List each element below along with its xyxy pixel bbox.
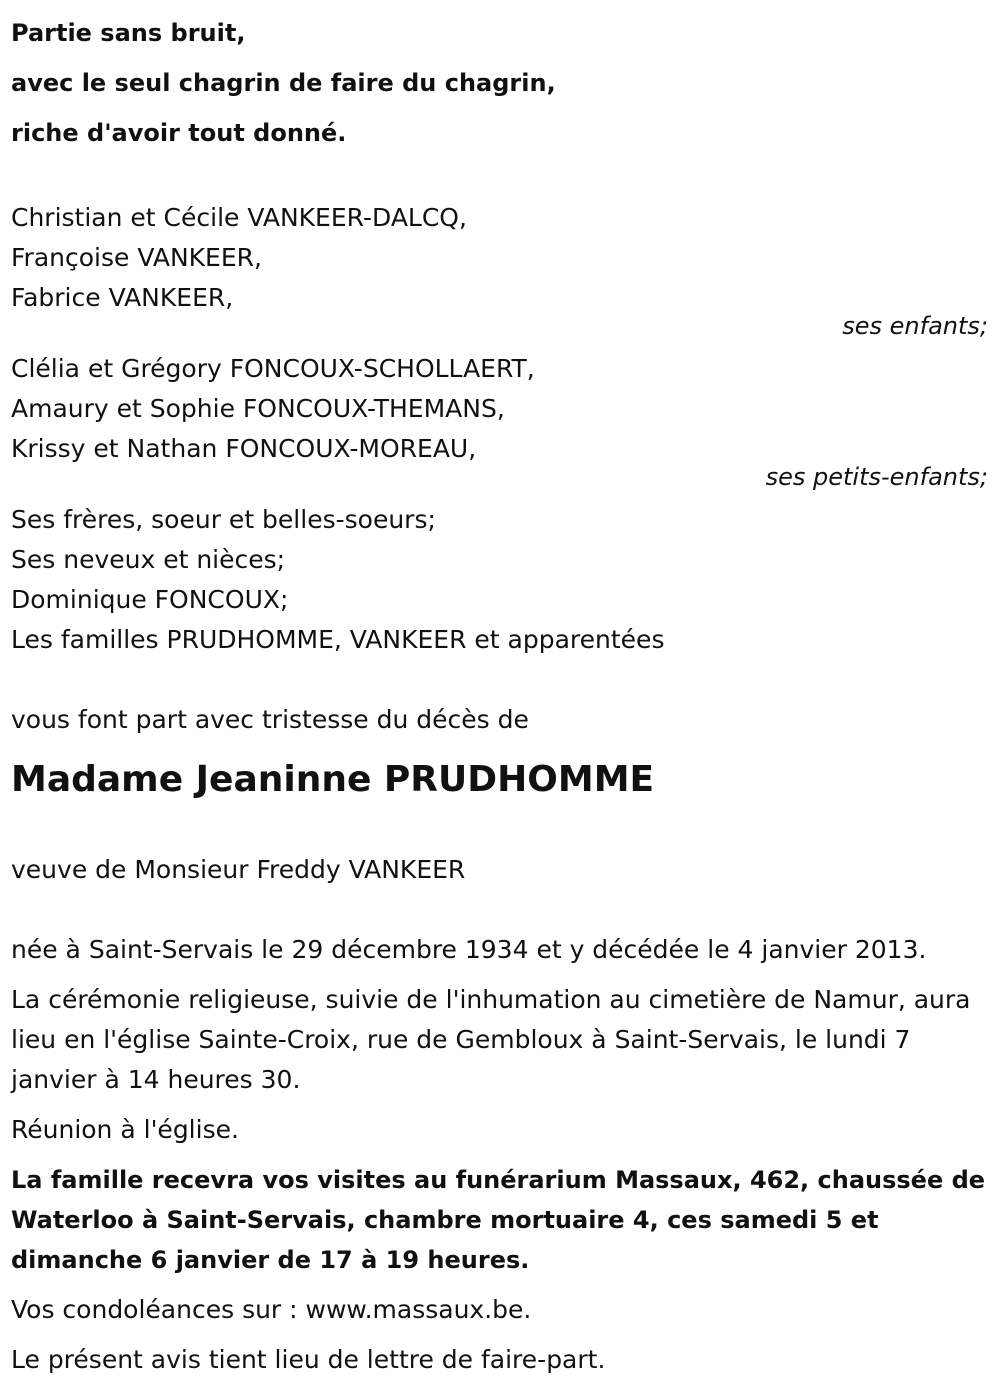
relative-line: Dominique FONCOUX;: [11, 585, 289, 614]
epigraph-line: Partie sans bruit,: [11, 19, 246, 47]
ceremony-details: La cérémonie religieuse, suivie de l'inhumation au cimetière de Namur, aura lieu en l'église Sainte-Croix, rue de Gembloux à Saint-Servais, le lundi 7 janvier à 14 heures 30.: [11, 985, 971, 1094]
child-name: Françoise VANKEER,: [11, 243, 262, 272]
relative-line: Ses frères, soeur et belles-soeurs;: [11, 505, 436, 534]
relative-line: Ses neveux et nièces;: [11, 545, 286, 574]
epigraph: [11, 8, 990, 158]
reunion-note: Réunion à l'église.: [11, 1115, 239, 1144]
deceased-name: Madame Jeaninne PRUDHOMME: [11, 759, 655, 800]
condolences-line: Vos condoléances sur : www.massaux.be.: [11, 1295, 532, 1324]
children-group: [11, 198, 990, 339]
relatives-group: [11, 500, 990, 660]
visits-details: La famille recevra vos visites au funérarium Massaux, 462, chaussée de Waterloo à Saint-Servais, chambre mortuaire 4, ces samedi 5 et dimanche 6 janvier de 17 à 19 heures.: [11, 1166, 986, 1274]
grandchildren-group: [11, 349, 990, 490]
grandchildren-role: ses petits-enfants;: [765, 463, 988, 491]
notice-line: Le présent avis tient lieu de lettre de faire-part.: [11, 1345, 606, 1374]
child-name: Christian et Cécile VANKEER-DALCQ,: [11, 203, 467, 232]
relative-line: Les familles PRUDHOMME, VANKEER et apparentées: [11, 625, 665, 654]
children-role: ses enfants;: [842, 312, 988, 340]
epigraph-line: riche d'avoir tout donné.: [11, 119, 347, 147]
epigraph-line: avec le seul chagrin de faire du chagrin,: [11, 69, 556, 97]
grandchild-name: Clélia et Grégory FONCOUX-SCHOLLAERT,: [11, 354, 535, 383]
widow-of: veuve de Monsieur Freddy VANKEER: [11, 855, 466, 884]
announcement: vous font part avec tristesse du décès de: [11, 705, 529, 734]
child-name: Fabrice VANKEER,: [11, 283, 234, 312]
birth-death-dates: née à Saint-Servais le 29 décembre 1934 et y décédée le 4 janvier 2013.: [11, 935, 927, 964]
grandchild-name: Krissy et Nathan FONCOUX-MOREAU,: [11, 434, 477, 463]
grandchild-name: Amaury et Sophie FONCOUX-THEMANS,: [11, 394, 505, 423]
